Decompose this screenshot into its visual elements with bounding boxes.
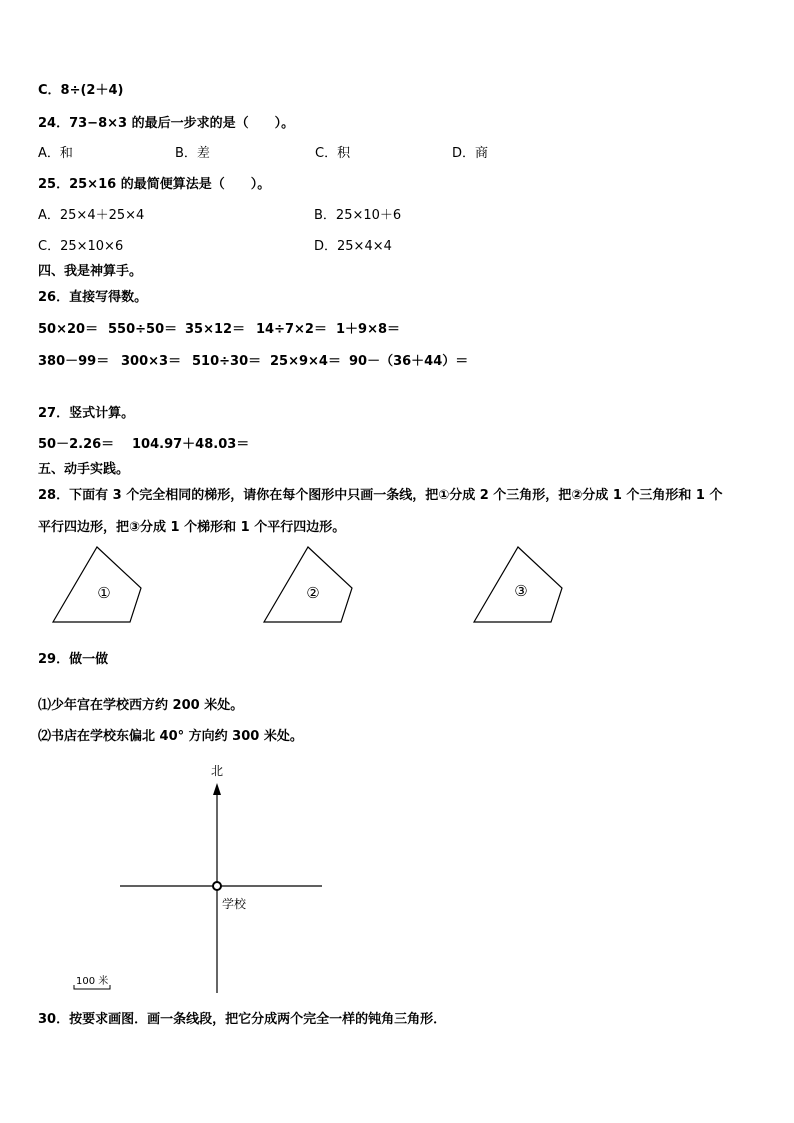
school-point xyxy=(213,882,221,890)
north-label: 北 xyxy=(211,764,224,778)
q25-option-c: C．25×10×6 xyxy=(38,239,124,254)
q27-calc: 50－2.26＝ xyxy=(38,437,115,452)
q24-stem: 24．73−8×3 的最后一步求的是（ ）。 xyxy=(38,116,295,131)
q26-calc: 550÷50＝ xyxy=(108,322,178,337)
q26-calc: 380－99＝ xyxy=(38,354,110,369)
q25-options-row2 xyxy=(38,239,758,255)
q30-stem: 30．按要求画图．画一条线段，把它分成两个完全一样的钝角三角形． xyxy=(38,1012,447,1027)
q27-items xyxy=(38,437,758,453)
q28-stem-line1: 28．下面有 3 个完全相同的梯形，请你在每个图形中只画一条线，把①分成 2 个三角形，把②分成 1 个三角形和 1 个 xyxy=(38,488,723,503)
q29-item-2: ⑵书店在学校东偏北 40° 方向约 300 米处。 xyxy=(38,729,303,744)
q26-stem: 26．直接写得数。 xyxy=(38,290,148,305)
q26-calc: 510÷30＝ xyxy=(192,354,262,369)
q26-row2 xyxy=(38,354,758,370)
trapezoid-3-label: ③ xyxy=(514,582,528,600)
q29-stem: 29．做一做 xyxy=(38,652,109,667)
section-5-title: 五、动手实践。 xyxy=(38,462,130,477)
q27-calc: 104.97＋48.03＝ xyxy=(132,437,250,452)
direction-diagram xyxy=(0,755,794,1000)
q24-option-a: A．和 xyxy=(38,146,73,161)
q24-option-b: B．差 xyxy=(175,146,210,161)
q25-stem: 25．25×16 的最简便算法是（ ）。 xyxy=(38,177,271,192)
q26-calc: 90－（36＋44）＝ xyxy=(349,354,469,369)
q24-option-c: C．积 xyxy=(315,146,351,161)
trapezoid-2-label: ② xyxy=(306,584,320,602)
q25-options-row1 xyxy=(38,208,758,224)
trapezoid-3 xyxy=(473,546,565,624)
section-4-title: 四、我是神算手。 xyxy=(38,264,143,279)
q25-option-a: A．25×4＋25×4 xyxy=(38,208,145,223)
trapezoid-1-label: ① xyxy=(97,584,111,602)
q26-calc: 14÷7×2＝ xyxy=(256,322,327,337)
north-arrow-icon xyxy=(213,783,221,795)
q26-row1 xyxy=(38,322,758,338)
q26-calc: 25×9×4＝ xyxy=(270,354,341,369)
q26-calc: 35×12＝ xyxy=(185,322,246,337)
scale-label: 100 米 xyxy=(76,976,109,987)
q26-calc: 300×3＝ xyxy=(121,354,182,369)
q27-stem: 27．竖式计算。 xyxy=(38,406,135,421)
school-label: 学校 xyxy=(222,897,247,911)
trapezoid-2 xyxy=(263,546,355,624)
q25-option-d: D．25×4×4 xyxy=(314,239,392,254)
q28-stem-line2: 平行四边形，把③分成 1 个梯形和 1 个平行四边形。 xyxy=(38,520,346,535)
trapezoid-1 xyxy=(52,546,144,624)
q24-option-d: D．商 xyxy=(452,146,489,161)
q23-option-c: C．8÷(2＋4) xyxy=(38,83,124,98)
q24-options xyxy=(38,146,758,162)
q25-option-b: B．25×10＋6 xyxy=(314,208,402,223)
q26-calc: 50×20＝ xyxy=(38,322,99,337)
q29-item-1: ⑴少年宫在学校西方约 200 米处。 xyxy=(38,698,244,713)
q26-calc: 1＋9×8＝ xyxy=(336,322,401,337)
